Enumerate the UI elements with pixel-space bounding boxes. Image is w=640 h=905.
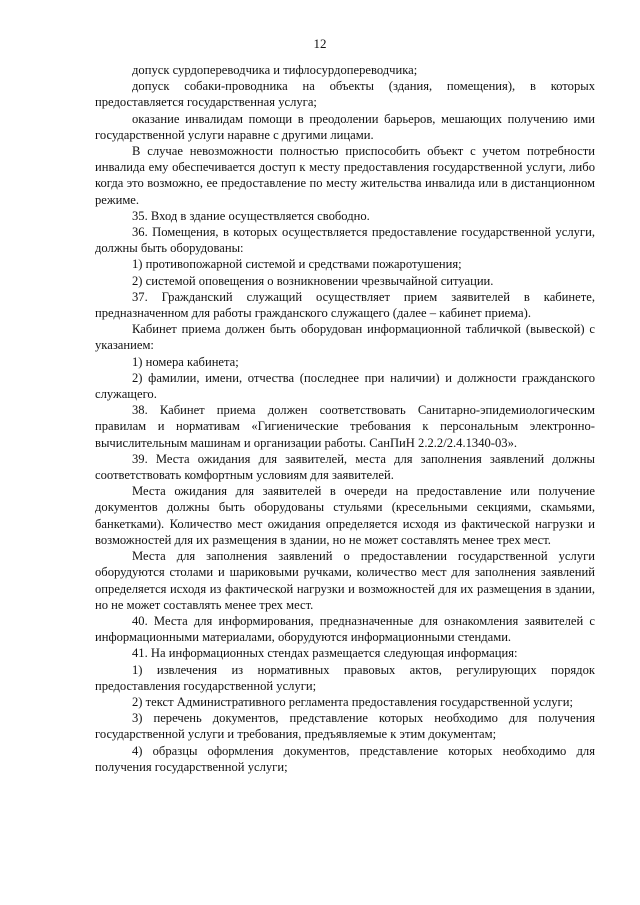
- paragraph: 41. На информационных стендах размещается следующая информация:: [132, 646, 518, 661]
- paragraph: Места для заполнения заявлений о предоставлении государственной услуги оборудуются столами и шариковыми ручками, количество мест для заполнения заявлений определяется исходя из фактической нагрузки и возможностей для их размещения в здании, но не может составлять менее трех мест.: [95, 549, 595, 612]
- paragraph: 39. Места ожидания для заявителей, места для заполнения заявлений должны соответствовать комфортным условиям для заявителей.: [95, 451, 595, 483]
- paragraph: 40. Места для информирования, предназначенные для ознакомления заявителей с информационными материалами, оборудуются информационными стендами.: [95, 613, 595, 645]
- paragraph: 3) перечень документов, представление которых необходимо для получения государственной услуги и требования, предъявляемые к этим документам;: [95, 711, 595, 742]
- paragraph: допуск сурдопереводчика и тифлосурдопереводчика;: [132, 63, 418, 77]
- paragraph: оказание инвалидам помощи в преодолении барьеров, мешающих получению ими государственной услуги наравне с другими лицами.: [95, 111, 595, 142]
- paragraph: Места ожидания для заявителей в очереди на предоставление или получение документов должны быть оборудованы стульями (кресельными секциями, скамьями, банкетками). Количество мест ожидания определяется исходя из фактической нагрузки и возможностей для их размещения в здании, но не может составлять менее трех мест.: [95, 484, 595, 547]
- paragraph: 1) противопожарной системой и средствами пожаротушения;: [132, 257, 462, 272]
- paragraph: Кабинет приема должен быть оборудован информационной табличкой (вывеской) с указанием:: [95, 322, 595, 353]
- paragraph: В случае невозможности полностью приспособить объект с учетом потребности инвалида ему обеспечивается доступ к месту предоставления государственной услуги, либо когда это возможно, ее предоставление по месту жительства инвалида или в дистанционном режиме.: [95, 144, 595, 207]
- paragraph: 38. Кабинет приема должен соответствовать Санитарно-эпидемиологическим правилам и нормативам «Гигиенические требования к персональным электронно-вычислительным машинам и организации работы. СанПиН 2.2.2/2.4.1340-03».: [95, 403, 595, 450]
- document-body: [95, 62, 595, 775]
- paragraph: 4) образцы оформления документов, представление которых необходимо для получения государственной услуги;: [95, 743, 595, 774]
- paragraph: 2) текст Административного регламента предоставления государственной услуги;: [132, 694, 573, 709]
- paragraph: 36. Помещения, в которых осуществляется предоставление государственной услуги, должны быть оборудованы:: [95, 225, 595, 256]
- paragraph: допуск собаки-проводника на объекты (здания, помещения), в которых предоставляется государственная услуга;: [95, 79, 595, 110]
- paragraph: 2) системой оповещения о возникновении чрезвычайной ситуации.: [132, 273, 494, 288]
- paragraph: 1) номера кабинета;: [132, 354, 239, 369]
- paragraph: 35. Вход в здание осуществляется свободно.: [132, 208, 370, 223]
- page-number: 12: [313, 36, 327, 51]
- paragraph: 37. Гражданский служащий осуществляет прием заявителей в кабинете, предназначенном для работы гражданского служащего (далее – кабинет приема).: [95, 289, 595, 321]
- paragraph: 1) извлечения из нормативных правовых актов, регулирующих порядок предоставления государственной услуги;: [95, 662, 595, 693]
- paragraph: 2) фамилии, имени, отчества (последнее при наличии) и должности гражданского служащего.: [95, 370, 595, 402]
